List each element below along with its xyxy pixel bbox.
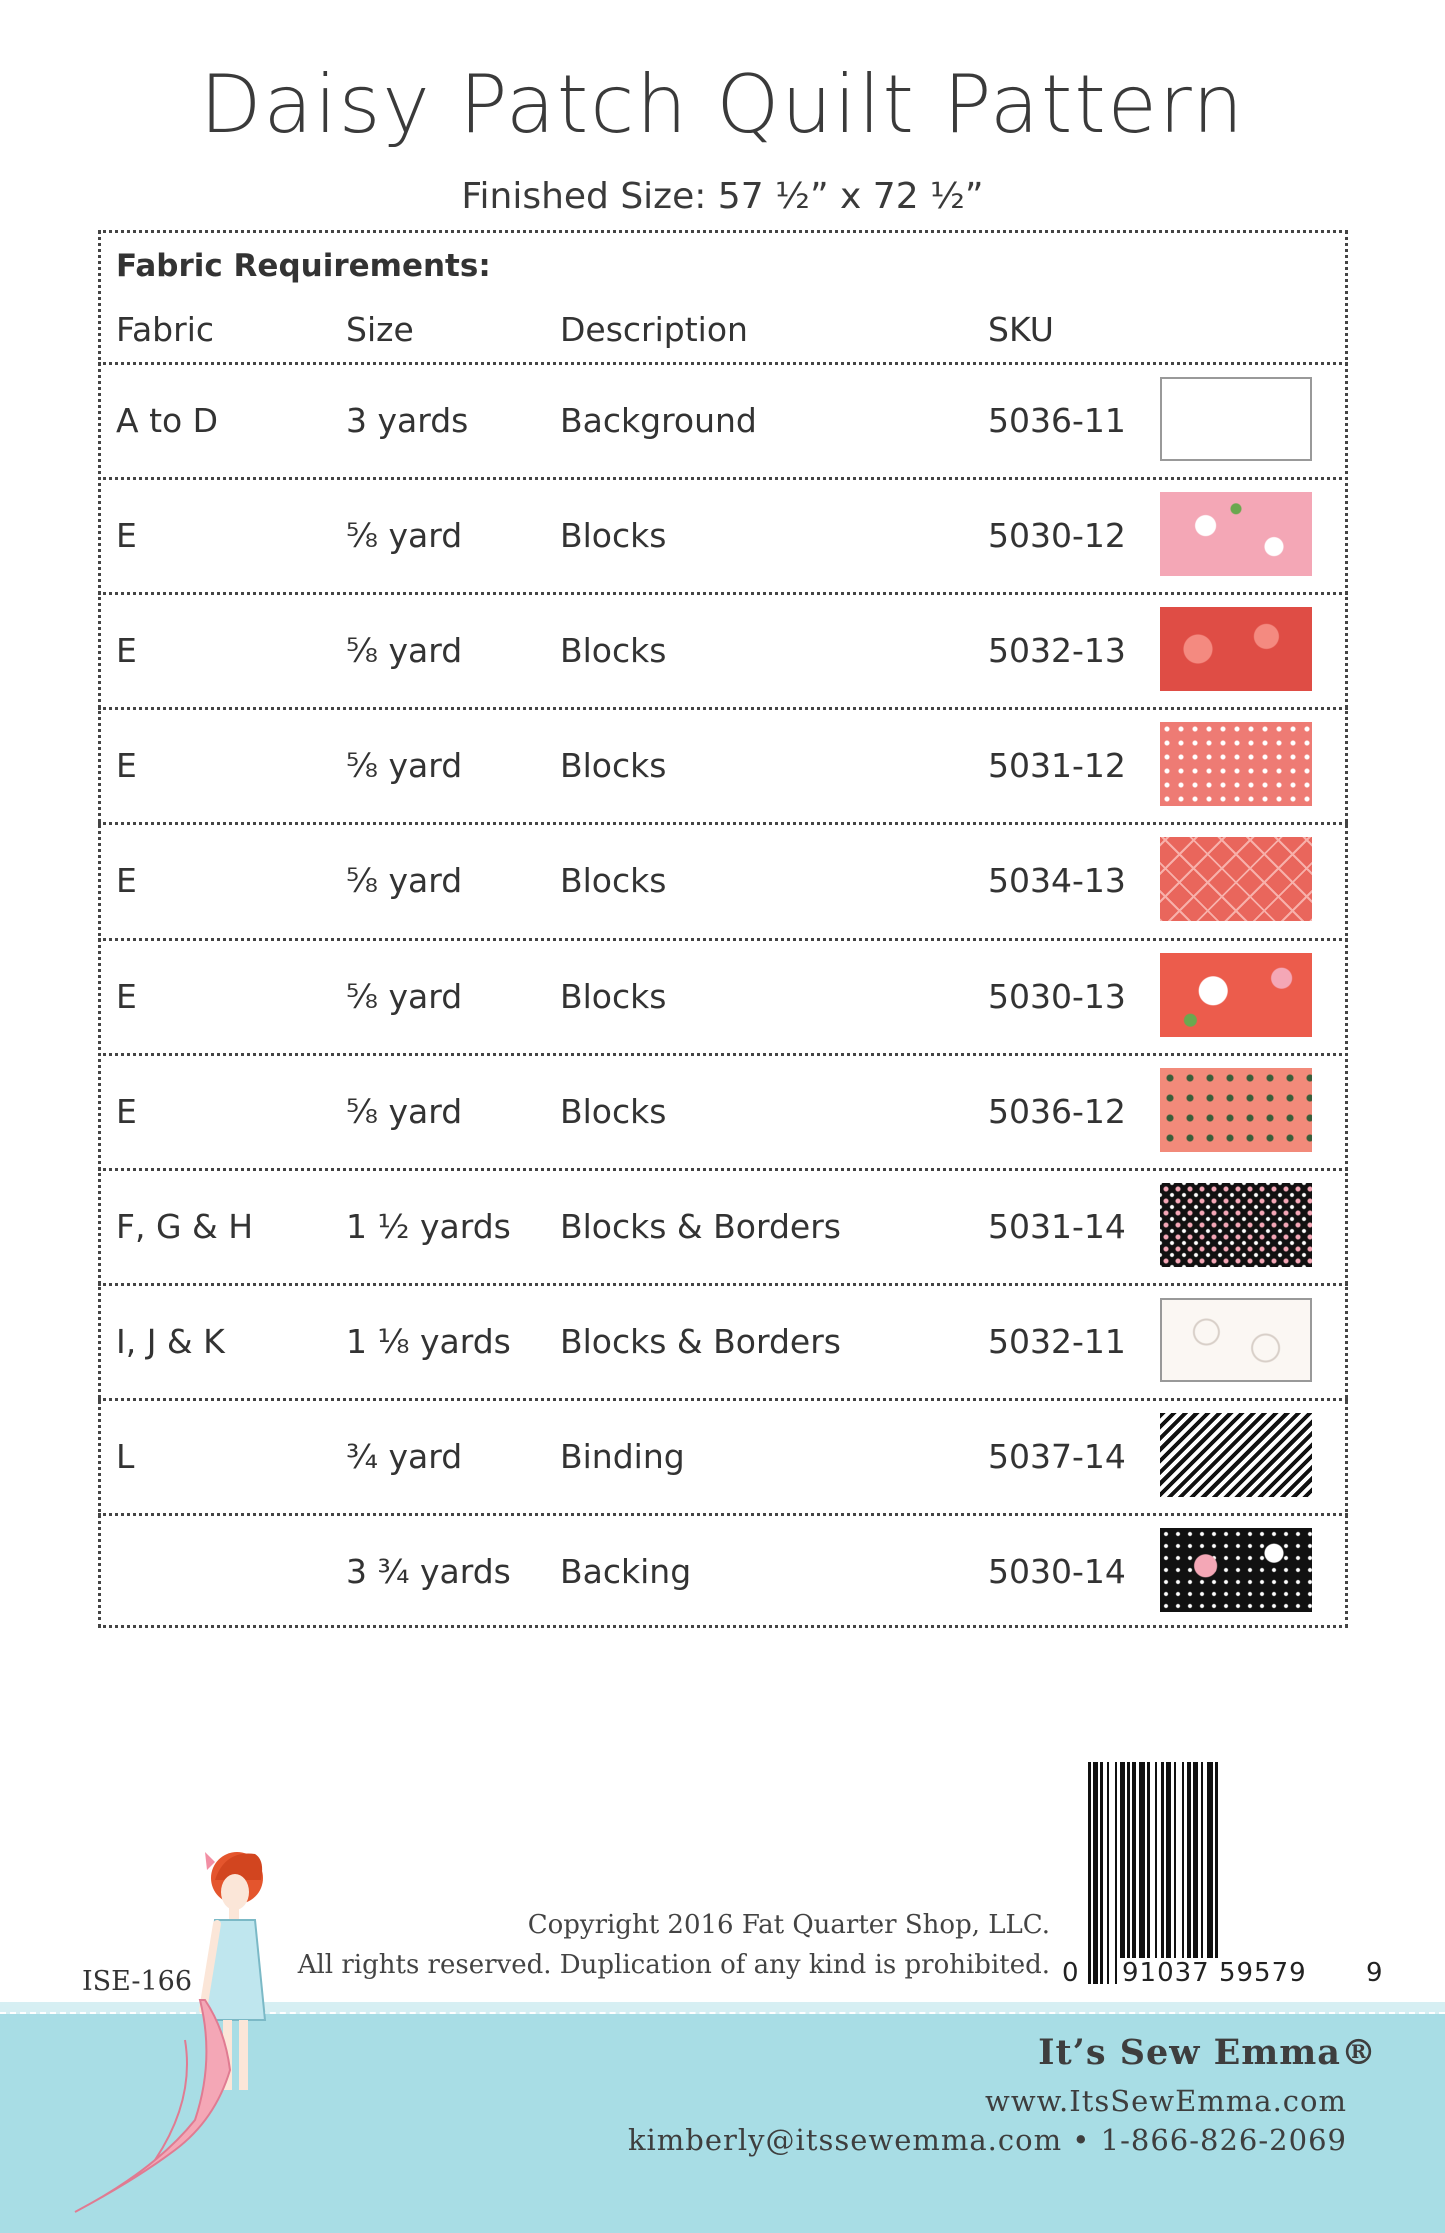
cell-fabric: E [116, 976, 137, 1016]
fabric-swatch [1160, 492, 1312, 576]
fabric-swatch [1160, 1183, 1312, 1267]
cell-description: Blocks [560, 516, 667, 556]
pattern-title: Daisy Patch Quilt Pattern [199, 58, 1246, 151]
copyright-notice [298, 1905, 1050, 1985]
cell-sku: 5030-13 [988, 976, 1126, 1016]
table-row [98, 1168, 1348, 1283]
cell-description: Backing [560, 1552, 692, 1591]
cell-sku: 5032-11 [988, 1321, 1126, 1361]
cell-sku: 5037-14 [988, 1436, 1126, 1476]
table-row [98, 592, 1348, 707]
cell-fabric: L [116, 1436, 135, 1476]
fabric-swatch [1160, 1298, 1312, 1382]
table-row [98, 362, 1348, 477]
cell-description: Blocks [560, 1091, 667, 1131]
cell-description: Blocks & Borders [560, 1206, 841, 1246]
barcode [1088, 1762, 1356, 1984]
cell-size: 3 yards [346, 401, 469, 440]
cell-description: Background [560, 401, 757, 440]
cell-sku: 5036-12 [988, 1091, 1126, 1131]
fabric-swatch [1160, 607, 1312, 691]
cell-size: ⅝ yard [346, 976, 463, 1016]
girl-illustration [65, 1840, 325, 2220]
fabric-swatch [1160, 1413, 1312, 1497]
table-row [98, 1398, 1348, 1513]
cell-fabric: E [116, 746, 137, 786]
table-row [98, 477, 1348, 592]
cell-sku: 5031-12 [988, 746, 1126, 786]
barcode-digit-right: 9 [1366, 1958, 1383, 1988]
cell-size: ⅝ yard [346, 516, 463, 556]
cell-size: ⅝ yard [346, 861, 463, 901]
cell-sku: 5032-13 [988, 631, 1126, 671]
table-row [98, 707, 1348, 822]
cell-description: Blocks [560, 861, 667, 901]
cell-size: ⅝ yard [346, 631, 463, 671]
column-header-fabric: Fabric [116, 310, 215, 349]
cell-sku: 5030-12 [988, 516, 1126, 556]
cell-size: ⅝ yard [346, 1091, 463, 1131]
brand-name: It’s Sew Emma® [1038, 2032, 1377, 2073]
fabric-swatch [1160, 722, 1312, 806]
finished-size: Finished Size: 57 ½” x 72 ½” [461, 176, 984, 217]
cell-description: Blocks [560, 746, 667, 786]
cell-fabric: I, J & K [116, 1321, 225, 1361]
fabric-swatch [1160, 837, 1312, 921]
cell-sku: 5030-14 [988, 1552, 1126, 1591]
cell-size: ⅝ yard [346, 746, 463, 786]
fabric-swatch [1160, 1528, 1312, 1612]
cell-description: Blocks & Borders [560, 1321, 841, 1361]
barcode-digit-left: 0 [1062, 1958, 1079, 1988]
table-row [98, 938, 1348, 1053]
fabric-swatch [1160, 377, 1312, 461]
cell-sku: 5036-11 [988, 401, 1126, 440]
cell-sku: 5034-13 [988, 861, 1126, 901]
cell-fabric: F, G & H [116, 1206, 254, 1246]
cell-description: Binding [560, 1436, 685, 1476]
website-link[interactable]: www.ItsSewEmma.com [985, 2084, 1347, 2118]
column-header-description: Description [560, 310, 748, 349]
table-row [98, 1513, 1348, 1628]
table-row [98, 1283, 1348, 1398]
cell-size: 1 ⅛ yards [346, 1321, 511, 1361]
cell-description: Blocks [560, 631, 667, 671]
cell-size: 1 ½ yards [346, 1206, 511, 1246]
copyright-line-1: Copyright 2016 Fat Quarter Shop, LLC. [527, 1910, 1050, 1940]
cell-fabric: E [116, 631, 137, 671]
cell-size: 3 ¾ yards [346, 1552, 511, 1591]
cell-sku: 5031-14 [988, 1206, 1126, 1246]
column-header-sku: SKU [988, 310, 1054, 349]
cell-description: Blocks [560, 976, 667, 1016]
copyright-line-2: All rights reserved. Duplication of any kind is prohibited. [297, 1950, 1050, 1980]
cell-size: ¾ yard [346, 1436, 463, 1476]
item-code: ISE-166 [82, 1966, 193, 1997]
cell-fabric: A to D [116, 401, 219, 440]
contact-info[interactable]: kimberly@itssewemma.com • 1-866-826-2069 [627, 2123, 1347, 2157]
fabric-swatch [1160, 953, 1312, 1037]
column-header-size: Size [346, 310, 414, 349]
barcode-digits: 91037 59579 [1118, 1958, 1311, 1988]
cell-fabric: E [116, 861, 137, 901]
cell-fabric: E [116, 516, 137, 556]
fabric-swatch [1160, 1068, 1312, 1152]
table-row [98, 822, 1348, 937]
cell-fabric: E [116, 1091, 137, 1131]
fabric-requirements-heading: Fabric Requirements: [116, 248, 491, 284]
table-row [98, 1053, 1348, 1168]
